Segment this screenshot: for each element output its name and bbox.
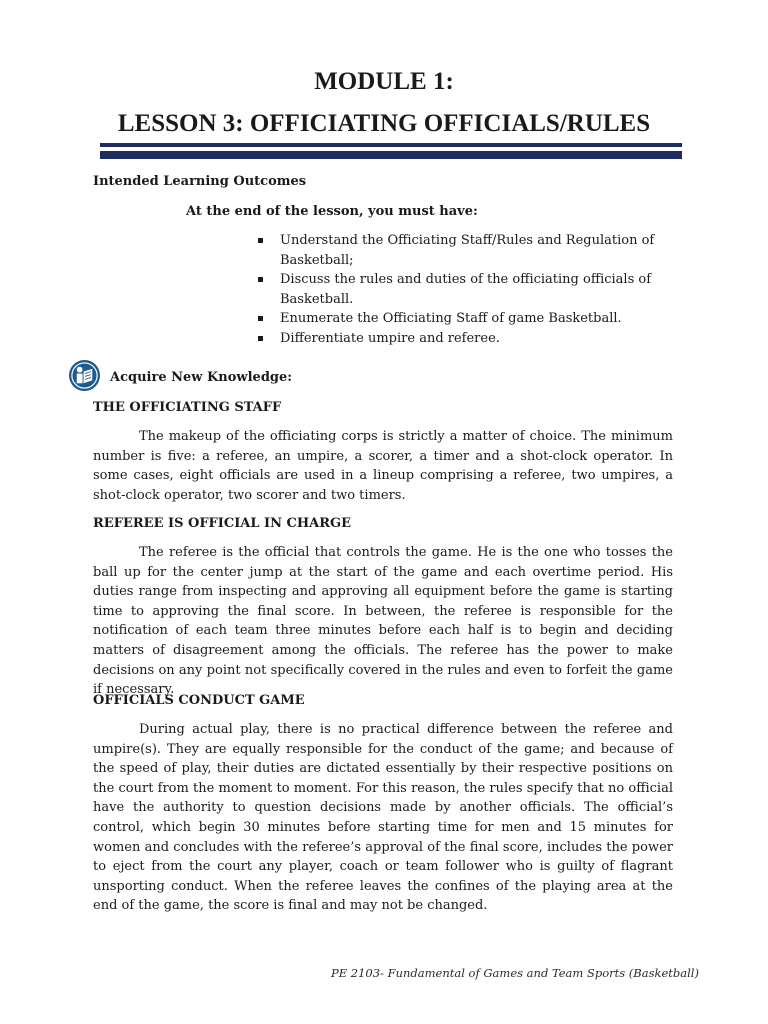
section-heading: REFEREE IS OFFICIAL IN CHARGE [93,516,352,531]
outcome-item [258,309,678,329]
reading-person-icon [69,360,100,391]
bullet-square-icon [258,238,263,243]
outcome-text: Discuss the rules and duties of the officiating officials of Basketball. [280,272,652,307]
lesson-title: LESSON 3: OFFICIATING OFFICIALS/RULES [117,110,651,137]
outcome-item [258,231,678,270]
title-rule-thick [100,151,682,159]
module-title: MODULE 1: [314,68,454,95]
section-heading: OFFICIALS CONDUCT GAME [93,693,305,708]
outcomes-intro: At the end of the lesson, you must have: [186,204,478,219]
outcome-text: Understand the Officiating Staff/Rules and Regulation of Basketball; [280,233,655,268]
outcome-text: Enumerate the Officiating Staff of game Basketball. [280,311,622,327]
section-heading: THE OFFICIATING STAFF [93,400,282,415]
bullet-square-icon [258,277,263,282]
outcome-text: Differentiate umpire and referee. [280,330,500,346]
bullet-square-icon [258,316,263,321]
acquire-knowledge-label: Acquire New Knowledge: [110,370,293,385]
page-footer: PE 2103- Fundamental of Games and Team Sports (Basketball) [331,966,699,980]
bullet-square-icon [258,336,263,341]
title-rule-thin [100,143,682,147]
section-paragraph: The referee is the official that controls the game. He is the one who tosses the ball up for the center jump at the start of the game and each overtime period. His duties range from inspecting and approving all equipment before the game is starting time to approving the final score. In between, the referee is responsible for the notification of each team three minutes before each half is to begin and deciding matters of disagreement among the officials. The referee has the power to make decisions on any point not specifically covered in the rules and even to forfeit the game if necessary. [93,545,673,698]
outcomes-list [258,231,678,349]
section-paragraph: During actual play, there is no practical difference between the referee and umpire(s). They are equally responsible for the conduct of the game; and because of the speed of play, their duties are dictated essentially by their respective positions on the court from the moment to moment. For this reason, the rules specify that no official have the authority to question decisions made by another officials. The official’s control, which begin 30 minutes before starting time for men and 15 minutes for women and concludes with the referee’s approval of the final score, includes the power to eject from the court any player, coach or team follower who is guilty of flagrant unsporting conduct. When the referee leaves the confines of the playing area at the end of the game, the score is final and may not be changed. [93,722,673,914]
outcome-item [258,270,678,309]
outcome-item [258,329,678,349]
outcomes-heading: Intended Learning Outcomes [93,174,307,189]
section-paragraph: The makeup of the officiating corps is strictly a matter of choice. The minimum number is five: a referee, an umpire, a scorer, a timer and a shot-clock operator. In some cases, eight officials are used in a lineup comprising a referee, two umpires, a shot-clock operator, two scorer and two timers. [93,429,673,503]
